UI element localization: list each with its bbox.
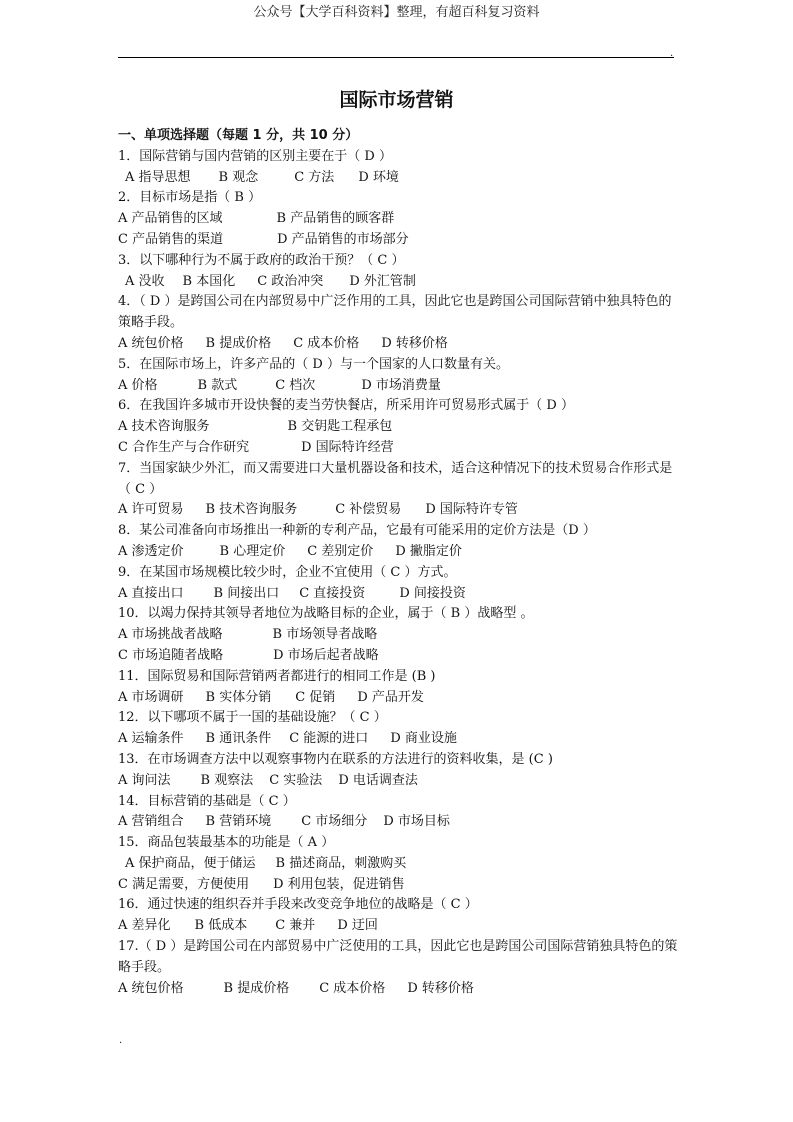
option-row [118, 625, 680, 646]
option-row [118, 812, 680, 833]
option-item: D 产品销售的市场部分 [277, 231, 409, 247]
option-row [118, 584, 680, 605]
option-row [118, 916, 680, 937]
option-item: D 电话调查法 [338, 772, 418, 788]
question-text: 3．以下哪种行为不属于政府的政治干预？（ C ） [118, 252, 405, 268]
document-title: 国际市场营销 [339, 89, 454, 111]
option-item: B 低成本 [194, 918, 248, 934]
question-text: 6．在我国许多城市开设快餐的麦当劳快餐店，所采用许可贸易形式属于（ D ） [118, 398, 574, 414]
option-item: A 保护商品，便于储运 [125, 855, 256, 871]
option-item: C 方法 [294, 169, 335, 185]
option-item: C 满足需要，方便使用 [118, 876, 250, 892]
question-text: 7．当国家缺少外汇，而又需要进口大量机器设备和技术，适合这种情况下的技术贸易合作形式是（ C ） [118, 460, 673, 497]
option-item: A 直接出口 [118, 585, 184, 601]
option-item: D 市场目标 [383, 814, 450, 830]
question-text: 14．目标营销的基础是（ C ） [118, 793, 296, 809]
option-item: B 间接出口 [213, 585, 280, 601]
option-item: A 产品销售的区域 [118, 211, 223, 227]
option-row [118, 854, 680, 875]
option-row [118, 771, 680, 792]
option-item: A 运输条件 [118, 731, 184, 747]
option-item: B 本国化 [182, 273, 236, 289]
option-item: B 款式 [197, 377, 238, 393]
question-text: 13．在市场调查方法中以观察事物内在联系的方法进行的资料收集，是 (C ) [118, 751, 553, 767]
header-dot: . [670, 48, 674, 59]
option-item: C 成本价格 [319, 980, 386, 996]
option-item: B 通讯条件 [205, 731, 272, 747]
option-item: D 外汇管制 [349, 273, 416, 289]
option-item: D 利用包装，促进销售 [273, 876, 405, 892]
option-item: D 市场消费量 [361, 377, 441, 393]
option-item: A 没收 [125, 273, 165, 289]
option-item: A 许可贸易 [118, 502, 184, 518]
option-row [118, 376, 680, 397]
option-row [118, 272, 680, 293]
question-text: 12．以下哪项不属于一国的基础设施？（ C ） [118, 710, 387, 726]
document-body [118, 126, 680, 999]
option-item: D 市场后起者战略 [273, 647, 379, 663]
question-text: 15．商品包装最基本的功能是（ A ） [118, 835, 335, 851]
option-item: A 技术咨询服务 [118, 419, 210, 435]
question-text: 8．某公司准备向市场推出一种新的专利产品，它最有可能采用的定价方法是（D ） [118, 523, 596, 539]
option-item: A 统包价格 [118, 980, 184, 996]
option-item: B 产品销售的顾客群 [276, 211, 395, 227]
option-item: B 交钥匙工程承包 [287, 419, 393, 435]
question-text: 16．通过快速的组织吞并手段来改变竞争地位的战略是（ C ） [118, 897, 478, 913]
option-item: D 迂回 [337, 918, 378, 934]
option-row [118, 500, 680, 521]
option-row [118, 334, 680, 355]
option-row [118, 230, 680, 251]
option-item: A 差异化 [118, 918, 171, 934]
option-row [118, 417, 680, 438]
option-row [118, 438, 680, 459]
option-item: C 促销 [295, 689, 336, 705]
option-item: B 技术咨询服务 [205, 502, 298, 518]
option-item: C 市场细分 [301, 814, 368, 830]
option-item: D 产品开发 [357, 689, 424, 705]
option-row [118, 209, 680, 230]
option-item: C 档次 [275, 377, 316, 393]
option-item: B 提成价格 [205, 335, 272, 351]
option-item: C 补偿贸易 [335, 502, 402, 518]
option-item: D 撇脂定价 [395, 543, 462, 559]
option-item: C 兼并 [275, 918, 316, 934]
page-header: 公众号【大学百科资料】整理，有超百科复习资料 [253, 5, 540, 20]
option-row [118, 979, 680, 1000]
option-item: C 合作生产与合作研究 [118, 439, 250, 455]
option-item: B 提成价格 [223, 980, 290, 996]
option-item: D 转移价格 [381, 335, 448, 351]
question-text: 11．国际贸易和国际营销两者都进行的相同工作是 (B ) [118, 668, 436, 684]
option-row [118, 646, 680, 667]
section-heading: 一、单项选择题（每题 1 分，共 10 分） [118, 128, 359, 143]
option-item: C 政治冲突 [257, 273, 324, 289]
question-text: 4．（ D ）是跨国公司在内部贸易中广泛作用的工具，因此它也是跨国公司国际营销中独具特色的策略手段。 [118, 294, 672, 331]
option-item: B 市场领导者战略 [272, 627, 378, 643]
option-row [118, 875, 680, 896]
option-row [118, 688, 680, 709]
option-item: D 国际特许专管 [425, 502, 518, 518]
option-item: A 市场挑战者战略 [118, 627, 223, 643]
option-item: D 间接投资 [399, 585, 466, 601]
option-item: A 市场调研 [118, 689, 184, 705]
option-item: C 市场追随者战略 [118, 647, 224, 663]
option-item: B 描述商品，刺激购买 [275, 855, 407, 871]
option-item: A 价格 [118, 377, 158, 393]
option-row [118, 542, 680, 563]
option-item: C 差别定价 [307, 543, 374, 559]
option-item: D 国际特许经营 [301, 439, 394, 455]
option-item: C 直接投资 [299, 585, 366, 601]
option-item: B 观念 [218, 169, 259, 185]
option-item: D 转移价格 [407, 980, 474, 996]
question-text: 5．在国际市场上，许多产品的（ D ）与一个国家的人口数量有关。 [118, 356, 509, 372]
question-text: 2．目标市场是指（ B ） [118, 190, 262, 206]
option-row [118, 168, 680, 189]
footer-dot: . [119, 1035, 123, 1046]
question-list [118, 147, 680, 1000]
option-item: A 渗透定价 [118, 543, 184, 559]
question-text: 17.（ D ）是跨国公司在内部贸易中广泛使用的工具，因此它也是跨国公司国际营销独具特色的策略手段。 [118, 939, 678, 975]
question-text: 1．国际营销与国内营销的区别主要在于（ D ） [118, 148, 392, 164]
option-item: C 成本价格 [293, 335, 360, 351]
option-item: A 询问法 [118, 772, 171, 788]
option-item: D 商业设施 [390, 731, 457, 747]
option-row [118, 729, 680, 750]
question-text: 10．以竭力保持其领导者地位为战略目标的企业，属于（ B ）战略型 。 [118, 606, 534, 622]
option-item: A 营销组合 [118, 814, 184, 830]
option-item: A 统包价格 [118, 335, 184, 351]
option-item: C 产品销售的渠道 [118, 231, 224, 247]
option-item: B 观察法 [200, 772, 254, 788]
option-item: C 能源的进口 [289, 731, 369, 747]
option-item: B 营销环境 [205, 814, 272, 830]
option-item: B 心理定价 [219, 543, 286, 559]
option-item: B 实体分销 [205, 689, 272, 705]
option-item: D 环境 [358, 169, 399, 185]
question-text: 9．在某国市场规模比较少时，企业不宜使用（ C ）方式。 [118, 564, 457, 580]
option-item: A 指导思想 [125, 169, 191, 185]
header-rule [118, 57, 674, 58]
option-item: C 实验法 [269, 772, 323, 788]
